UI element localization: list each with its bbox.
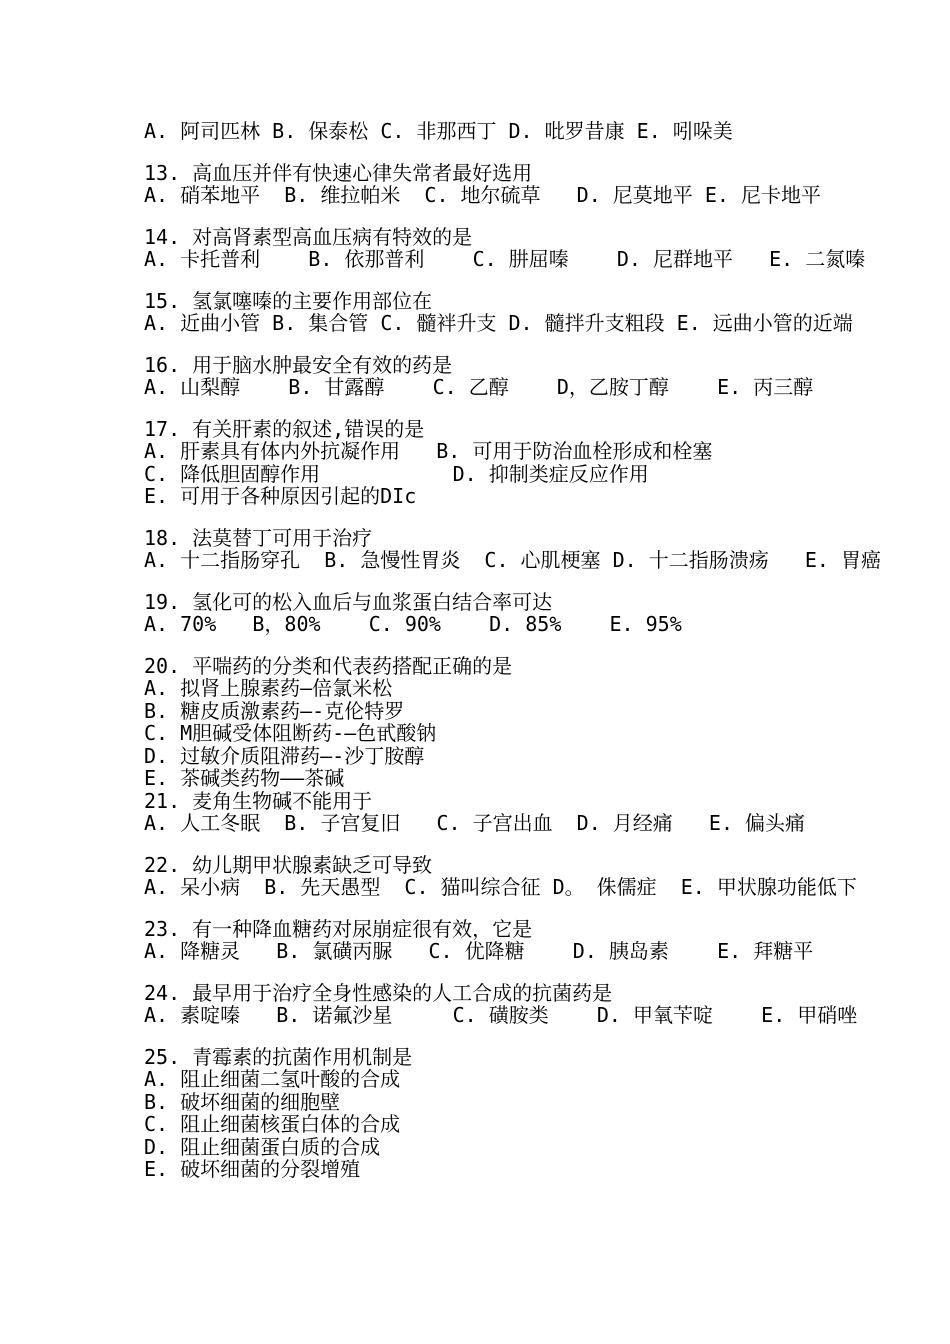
question-24 — [144, 982, 934, 1027]
options-line: D. 过敏介质阻滞药—-沙丁胺醇 — [144, 743, 425, 768]
question-text: 19. 氢化可的松入血后与血浆蛋白结合率可达 — [144, 589, 553, 614]
options-line: A. 降糖灵 B. 氯磺丙脲 C. 优降糖 D. 胰岛素 E. 拜糖平 — [144, 939, 814, 963]
options-line: A. 素啶嗪 B. 诺氟沙星 C. 磺胺类 D. 甲氧苄啶 E. 甲硝唑 — [144, 1003, 858, 1027]
question-21 — [144, 790, 934, 835]
options-line: A. 近曲小管 B. 集合管 C. 髓袢升支 D. 髓拌升支粗段 E. 远曲小管的近端 — [144, 311, 853, 335]
options-line: A. 呆小病 B. 先天愚型 C. 猫叫综合征 D。 侏儒症 E. 甲状腺功能低下 — [144, 875, 857, 899]
options-line: E. 可用于各种原因引起的DIc — [144, 484, 417, 508]
question-text: 17. 有关肝素的叙述,错误的是 — [144, 416, 425, 441]
question-15 — [144, 290, 934, 335]
question-25 — [144, 1046, 934, 1181]
question-text: 22. 幼儿期甲状腺素缺乏可导致 — [144, 852, 433, 877]
question-20 — [144, 655, 934, 790]
options-line: A. 拟肾上腺素药—倍氯米松 — [144, 676, 393, 700]
options-line: B. 糖皮质激素药—-克伦特罗 — [144, 698, 405, 723]
options-line: A. 十二指肠穿孔 B. 急慢性胃炎 C. 心肌梗塞 D. 十二指肠溃疡 E. 胃癌 — [144, 548, 881, 572]
options-line: A. 肝素具有体内外抗凝作用 B. 可用于防治血栓形成和栓塞 — [144, 439, 713, 463]
question-text: 18. 法莫替丁可用于治疗 — [144, 525, 373, 550]
question-18 — [144, 527, 934, 572]
options-line: C. 阻止细菌核蛋白体的合成 — [144, 1112, 401, 1136]
options-line: A. 阿司匹林 B. 保泰松 C. 非那西丁 D. 吡罗昔康 E. 吲哚美 — [144, 119, 733, 143]
question-text: 21. 麦角生物碱不能用于 — [144, 788, 373, 813]
options-line: A. 硝苯地平 B. 维拉帕米 C. 地尔硫草 D. 尼莫地平 E. 尼卡地平 — [144, 183, 821, 207]
question-22 — [144, 854, 934, 899]
question-text: 20. 平喘药的分类和代表药搭配正确的是 — [144, 653, 513, 678]
options-line: A. 卡托普利 B. 依那普利 C. 肼屈嗪 D. 尼群地平 E. 二氮嗪 — [144, 247, 866, 271]
question-text: 14. 对高肾素型高血压病有特效的是 — [144, 224, 473, 249]
question-text: 16. 用于脑水肿最安全有效的药是 — [144, 352, 453, 377]
options-line: A. 阻止细菌二氢叶酸的合成 — [144, 1067, 401, 1091]
question-text: 23. 有一种降血糖药对尿崩症很有效，它是 — [144, 916, 533, 941]
options-line: C. 降低胆固醇作用 D. 抑制类症反应作用 — [144, 461, 649, 486]
question-17 — [144, 418, 934, 508]
question-text: 24. 最早用于治疗全身性感染的人工合成的抗菌药是 — [144, 980, 613, 1005]
options-line: B. 破坏细菌的细胞壁 — [144, 1089, 341, 1114]
options-line: D. 阻止细菌蛋白质的合成 — [144, 1134, 381, 1159]
question-text: 15. 氢氯噻嗪的主要作用部位在 — [144, 288, 433, 313]
question-19 — [144, 591, 934, 636]
document-page — [144, 120, 934, 1181]
options-line: E. 破坏细菌的分裂增殖 — [144, 1157, 361, 1181]
question-14 — [144, 226, 934, 271]
question-16 — [144, 354, 934, 399]
options-line: A. 山梨醇 B. 甘露醇 C. 乙醇 D，乙胺丁醇 E. 丙三醇 — [144, 375, 814, 399]
options-line: A. 70% B，80% C. 90% D. 85% E. 95% — [144, 612, 682, 636]
question-23 — [144, 918, 934, 963]
question-12-continued — [144, 120, 934, 143]
question-text: 13. 高血压并伴有快速心律失常者最好选用 — [144, 160, 533, 185]
options-line: C. M胆碱受体阻断药-—色甙酸钠 — [144, 721, 437, 745]
options-line: E. 茶碱类药物——茶碱 — [144, 766, 345, 790]
question-13 — [144, 162, 934, 207]
options-line: A. 人工冬眠 B. 子宫复旧 C. 子宫出血 D. 月经痛 E. 偏头痛 — [144, 811, 806, 835]
question-text: 25. 青霉素的抗菌作用机制是 — [144, 1044, 413, 1069]
